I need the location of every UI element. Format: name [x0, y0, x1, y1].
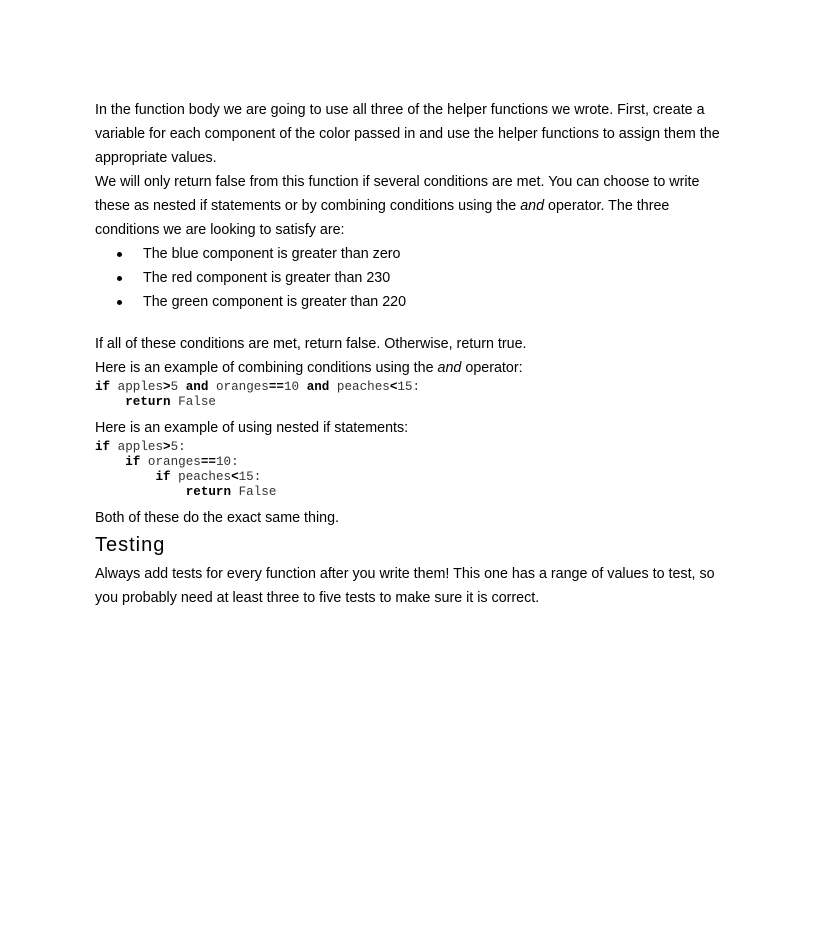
code-indent	[95, 485, 186, 499]
code-line	[95, 485, 735, 500]
testing-heading: Testing	[95, 534, 166, 556]
code-keyword: and	[306, 380, 330, 394]
code-line	[95, 395, 735, 410]
code-operator: >	[163, 440, 171, 454]
list-item	[95, 242, 735, 266]
code-text: peaches	[170, 470, 232, 484]
list-item	[95, 266, 735, 290]
code-text: False	[170, 395, 216, 409]
code-keyword: return	[185, 485, 232, 499]
code-line	[95, 440, 735, 455]
list-item-text: The red component is greater than 230	[143, 270, 391, 286]
list-item-text: The green component is greater than 220	[143, 294, 407, 310]
code-text: apples	[110, 440, 164, 454]
code-keyword: and	[185, 380, 209, 394]
example-combined-paragraph	[95, 356, 735, 380]
example-nested-paragraph: Here is an example of using nested if statements:	[95, 420, 409, 436]
code-text: 15:	[238, 470, 262, 484]
conditions-paragraph	[95, 170, 735, 242]
testing-paragraph: Always add tests for every function after you write them! This one has a range of values to test, so you probably need at least three to five tests to make sure it is correct.	[95, 566, 715, 606]
example-combined-text-start: Here is an example of combining conditions using the	[95, 360, 438, 376]
conditions-text-end: operator. The three conditions we are looking to satisfy are:	[95, 198, 670, 238]
code-operator: >	[163, 380, 171, 394]
code-text: 5:	[170, 440, 186, 454]
same-thing-paragraph: Both of these do the exact same thing.	[95, 510, 339, 526]
code-keyword: if	[125, 455, 141, 469]
bullet-icon	[117, 252, 122, 257]
intro-paragraph: In the function body we are going to use all three of the helper functions we wrote. First, create a variable for each component of the color passed in and use the helper functions to assign them the appropriate values.	[95, 102, 720, 166]
code-keyword: if	[95, 440, 111, 454]
code-keyword: if	[95, 380, 111, 394]
code-keyword: return	[125, 395, 171, 409]
code-line	[95, 455, 735, 470]
code-text: peaches	[329, 380, 390, 394]
code-text: apples	[110, 380, 164, 394]
bullet-icon	[117, 300, 122, 305]
and-operator-emphasis: and	[437, 360, 462, 376]
code-operator: <	[231, 470, 239, 484]
code-keyword: if	[155, 470, 171, 484]
list-item-text: The blue component is greater than zero	[143, 246, 401, 262]
code-text: 15:	[397, 380, 421, 394]
code-indent	[95, 470, 155, 484]
code-operator: ==	[268, 380, 284, 394]
code-text: oranges	[140, 455, 201, 469]
code-text: oranges	[208, 380, 269, 394]
bullet-icon	[117, 276, 122, 281]
list-item	[95, 290, 735, 314]
code-text: 5	[170, 380, 186, 394]
code-operator: ==	[200, 455, 216, 469]
result-paragraph: If all of these conditions are met, return false. Otherwise, return true.	[95, 336, 527, 352]
code-text: 10	[284, 380, 307, 394]
conditions-text-start: We will only return false from this function if several conditions are met. You can choose to write these as nested if statements or by combining conditions using the	[95, 174, 700, 214]
code-line	[95, 470, 735, 485]
conditions-list	[95, 242, 735, 314]
code-text: False	[231, 485, 277, 499]
code-line	[95, 380, 735, 395]
code-block-combined	[95, 380, 735, 410]
code-text: 10:	[215, 455, 239, 469]
and-operator-emphasis: and	[520, 198, 545, 214]
code-indent	[95, 395, 125, 409]
code-operator: <	[389, 380, 398, 394]
example-combined-text-end: operator:	[461, 360, 523, 376]
code-indent	[95, 455, 125, 469]
code-block-nested	[95, 440, 735, 500]
document-page	[95, 98, 735, 610]
